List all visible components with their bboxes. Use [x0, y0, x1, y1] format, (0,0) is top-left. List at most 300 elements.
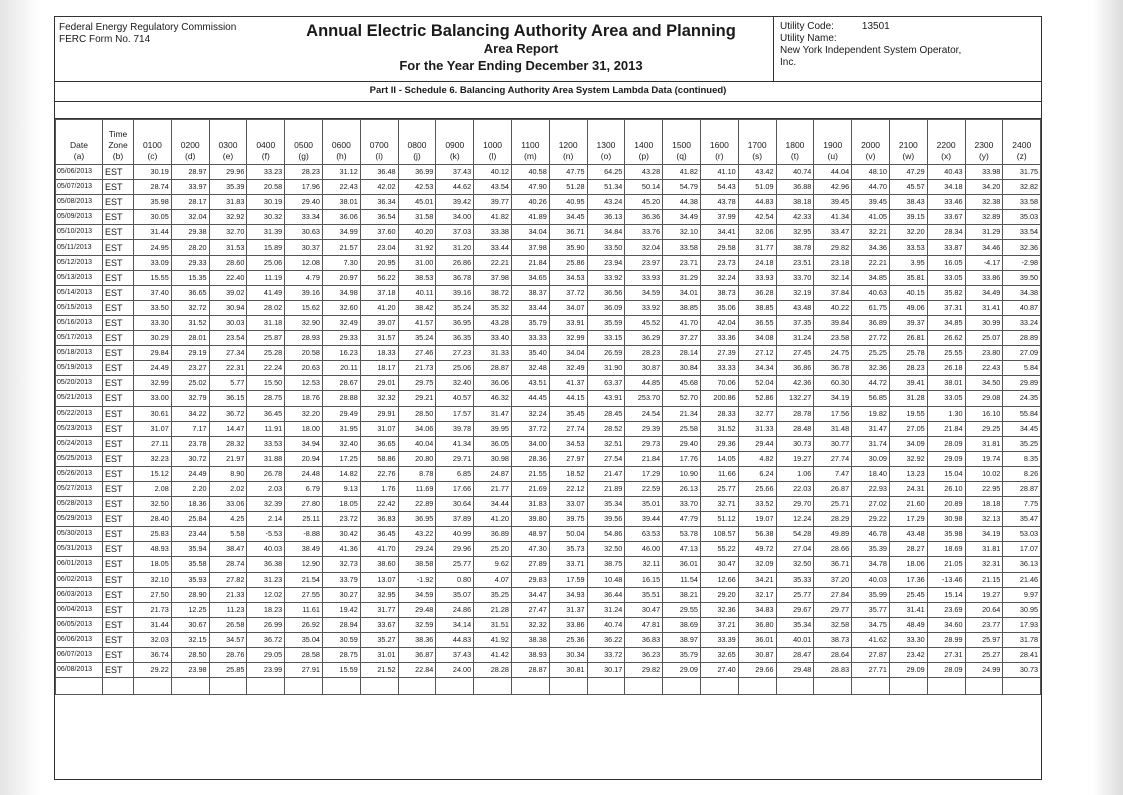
lambda-cell: 35.39: [209, 180, 247, 195]
lambda-cell: 25.87: [247, 331, 285, 346]
lambda-cell: 35.73: [549, 542, 587, 557]
empty-cell: [549, 678, 587, 695]
lambda-cell: 35.77: [852, 602, 890, 617]
lambda-cell: 36.78: [436, 270, 474, 285]
lambda-cell: 0.80: [436, 572, 474, 587]
timezone-cell: EST: [103, 406, 134, 421]
lambda-cell: 38.37: [511, 285, 549, 300]
lambda-cell: 28.36: [511, 451, 549, 466]
column-letter: (f): [261, 151, 270, 161]
lambda-cell: 21.84: [511, 255, 549, 270]
lambda-cell: 18.40: [852, 466, 890, 481]
lambda-cell: 34.04: [549, 346, 587, 361]
lambda-cell: 50.04: [549, 527, 587, 542]
lambda-cell: 26.78: [247, 466, 285, 481]
lambda-cell: 6.85: [436, 466, 474, 481]
lambda-cell: 21.34: [663, 406, 701, 421]
lambda-cell: 37.72: [549, 285, 587, 300]
lambda-cell: 36.54: [360, 210, 398, 225]
lambda-cell: 30.73: [776, 436, 814, 451]
lambda-cell: 41.92: [474, 632, 512, 647]
date-cell: 05/25/2013: [56, 451, 103, 466]
lambda-cell: 33.93: [738, 270, 776, 285]
lambda-cell: 26.92: [285, 617, 323, 632]
table-row: [56, 346, 1041, 361]
lambda-cell: 20.63: [285, 361, 323, 376]
lambda-cell: 21.73: [398, 361, 436, 376]
lambda-cell: 38.58: [398, 557, 436, 572]
empty-cell: [398, 678, 436, 695]
lambda-cell: 29.40: [663, 436, 701, 451]
lambda-cell: 35.03: [1003, 210, 1041, 225]
empty-cell: [927, 678, 965, 695]
report-title-line2: Area Report: [483, 41, 559, 56]
lambda-cell: 22.31: [209, 361, 247, 376]
column-header-10: [436, 120, 474, 165]
lambda-cell: 27.47: [511, 602, 549, 617]
lambda-cell: 32.65: [700, 648, 738, 663]
lambda-cell: 34.84: [587, 225, 625, 240]
lambda-cell: 37.43: [436, 648, 474, 663]
lambda-cell: 56.85: [852, 391, 890, 406]
lambda-cell: 9.62: [474, 557, 512, 572]
table-row: [56, 466, 1041, 481]
lambda-cell: 38.72: [474, 285, 512, 300]
lambda-cell: 36.22: [587, 632, 625, 647]
lambda-cell: 38.01: [322, 195, 360, 210]
lambda-cell: 24.87: [474, 466, 512, 481]
lambda-cell: 35.25: [474, 587, 512, 602]
column-letter: (e): [222, 151, 234, 161]
column-header-14: [587, 120, 625, 165]
timezone-cell: EST: [103, 270, 134, 285]
lambda-cell: 35.79: [663, 648, 701, 663]
lambda-cell: 34.44: [474, 497, 512, 512]
table-row: [56, 406, 1041, 421]
lambda-cell: 56.22: [360, 270, 398, 285]
lambda-cell: 44.83: [738, 195, 776, 210]
lambda-cell: 23.77: [965, 617, 1003, 632]
lambda-cell: 36.15: [209, 391, 247, 406]
lambda-cell: 25.77: [700, 481, 738, 496]
lambda-cell: 29.84: [134, 346, 172, 361]
lambda-cell: 34.19: [965, 527, 1003, 542]
lambda-cell: 52.86: [738, 391, 776, 406]
lambda-cell: 15.55: [134, 270, 172, 285]
table-row: [56, 527, 1041, 542]
lambda-cell: 21.15: [965, 572, 1003, 587]
lambda-cell: 35.51: [625, 587, 663, 602]
lambda-cell: 36.01: [738, 632, 776, 647]
lambda-cell: 37.40: [134, 285, 172, 300]
lambda-cell: 26.87: [814, 481, 852, 496]
empty-cell: [889, 678, 927, 695]
lambda-cell: 25.06: [247, 255, 285, 270]
lambda-cell: 28.14: [663, 346, 701, 361]
lambda-cell: 8.26: [1003, 466, 1041, 481]
lambda-cell: 47.79: [663, 512, 701, 527]
lambda-cell: 27.82: [209, 572, 247, 587]
table-row: [56, 361, 1041, 376]
column-label: 2100: [898, 140, 918, 150]
lambda-cell: 22.42: [360, 497, 398, 512]
lambda-cell: 28.87: [1003, 481, 1041, 496]
column-header-4: [209, 120, 247, 165]
lambda-cell: 10.02: [965, 466, 1003, 481]
lambda-cell: 17.56: [814, 406, 852, 421]
lambda-cell: 39.37: [889, 315, 927, 330]
timezone-cell: EST: [103, 602, 134, 617]
lambda-cell: 55.22: [700, 542, 738, 557]
utility-code: 13501: [861, 21, 890, 32]
lambda-cell: 35.34: [587, 497, 625, 512]
empty-cell: [474, 678, 512, 695]
lambda-cell: 40.15: [889, 285, 927, 300]
lambda-cell: 31.47: [852, 421, 890, 436]
lambda-cell: 47.81: [625, 617, 663, 632]
lambda-cell: 25.77: [776, 587, 814, 602]
lambda-cell: 27.04: [776, 542, 814, 557]
lambda-cell: 32.92: [209, 210, 247, 225]
empty-cell: [511, 678, 549, 695]
lambda-cell: 39.02: [209, 285, 247, 300]
column-label: 1500: [672, 140, 692, 150]
lambda-cell: 34.19: [814, 391, 852, 406]
lambda-cell: 34.21: [738, 572, 776, 587]
lambda-cell: 38.38: [511, 632, 549, 647]
date-cell: 05/26/2013: [56, 466, 103, 481]
lambda-cell: 39.95: [474, 421, 512, 436]
lambda-cell: 38.21: [663, 587, 701, 602]
lambda-cell: 34.93: [549, 587, 587, 602]
column-header-0: [56, 120, 103, 165]
lambda-cell: 36.06: [474, 376, 512, 391]
timezone-cell: EST: [103, 195, 134, 210]
lambda-cell: 28.74: [209, 557, 247, 572]
timezone-cell: EST: [103, 346, 134, 361]
lambda-cell: 5.58: [209, 527, 247, 542]
table-row: [56, 255, 1041, 270]
lambda-cell: 10.90: [663, 466, 701, 481]
timezone-cell: EST: [103, 648, 134, 663]
lambda-cell: 25.71: [814, 497, 852, 512]
lambda-cell: 34.57: [209, 632, 247, 647]
column-letter: (w): [902, 151, 915, 161]
timezone-cell: EST: [103, 542, 134, 557]
column-letter: (x): [941, 151, 952, 161]
lambda-cell: 42.96: [814, 180, 852, 195]
timezone-cell: EST: [103, 497, 134, 512]
lambda-cell: 25.85: [209, 663, 247, 678]
lambda-cell: 31.44: [134, 225, 172, 240]
lambda-cell: 41.37: [549, 376, 587, 391]
lambda-cell: 32.79: [171, 391, 209, 406]
lambda-cell: 28.67: [322, 376, 360, 391]
lambda-cell: 43.24: [587, 195, 625, 210]
lambda-cell: 29.24: [398, 542, 436, 557]
lambda-cell: 29.09: [927, 451, 965, 466]
lambda-cell: 50.14: [625, 180, 663, 195]
lambda-cell: 34.50: [965, 376, 1003, 391]
lambda-cell: 34.00: [436, 210, 474, 225]
lambda-cell: 32.99: [549, 331, 587, 346]
lambda-cell: 29.96: [436, 542, 474, 557]
lambda-cell: 21.69: [511, 481, 549, 496]
lambda-cell: 34.60: [927, 617, 965, 632]
lambda-cell: 31.33: [738, 421, 776, 436]
lambda-cell: 18.05: [134, 557, 172, 572]
form-header: [55, 17, 1041, 82]
column-header-24: [965, 120, 1003, 165]
form-number: FERC Form No. 714: [59, 34, 151, 45]
lambda-cell: 36.83: [360, 512, 398, 527]
lambda-cell: 33.00: [134, 391, 172, 406]
lambda-cell: 20.64: [965, 602, 1003, 617]
empty-cell: [814, 678, 852, 695]
date-cell: 06/06/2013: [56, 632, 103, 647]
date-cell: 06/04/2013: [56, 602, 103, 617]
lambda-cell: 29.38: [171, 225, 209, 240]
column-label: 0600: [331, 140, 351, 150]
lambda-cell: 31.00: [398, 255, 436, 270]
lambda-cell: 33.70: [663, 497, 701, 512]
lambda-cell: 40.04: [398, 436, 436, 451]
lambda-cell: 30.09: [852, 451, 890, 466]
lambda-cell: 30.42: [322, 527, 360, 542]
lambda-cell: 30.19: [134, 165, 172, 180]
lambda-cell: 38.73: [814, 632, 852, 647]
lambda-cell: 24.86: [436, 602, 474, 617]
date-cell: 05/19/2013: [56, 361, 103, 376]
lambda-cell: 38.78: [776, 240, 814, 255]
lambda-cell: 24.48: [285, 466, 323, 481]
lambda-cell: 31.90: [587, 361, 625, 376]
lambda-cell: 27.71: [852, 663, 890, 678]
lambda-cell: 29.22: [134, 663, 172, 678]
lambda-cell: 23.98: [171, 663, 209, 678]
table-row: [56, 497, 1041, 512]
column-letter: (g): [298, 151, 309, 161]
lambda-cell: 44.70: [852, 180, 890, 195]
lambda-cell: 28.29: [814, 512, 852, 527]
lambda-cell: 26.59: [587, 346, 625, 361]
lambda-cell: 34.06: [398, 421, 436, 436]
lambda-cell: 15.50: [247, 376, 285, 391]
lambda-cell: 28.78: [776, 406, 814, 421]
lambda-cell: 33.44: [474, 240, 512, 255]
lambda-cell: 20.58: [285, 346, 323, 361]
lambda-cell: 36.45: [247, 406, 285, 421]
timezone-cell: EST: [103, 240, 134, 255]
column-label: 1400: [634, 140, 654, 150]
table-row: [56, 587, 1041, 602]
lambda-cell: 27.02: [852, 497, 890, 512]
lambda-cell: 30.87: [625, 361, 663, 376]
date-cell: 05/14/2013: [56, 285, 103, 300]
lambda-cell: 47.90: [511, 180, 549, 195]
lambda-cell: 36.87: [398, 648, 436, 663]
lambda-cell: 30.27: [322, 587, 360, 602]
lambda-cell: 35.94: [171, 542, 209, 557]
empty-cell: [360, 678, 398, 695]
table-row: [56, 572, 1041, 587]
date-cell: 05/24/2013: [56, 436, 103, 451]
lambda-cell: 38.69: [663, 617, 701, 632]
timezone-cell: EST: [103, 315, 134, 330]
lambda-cell: 29.33: [322, 331, 360, 346]
lambda-cell: 41.70: [663, 315, 701, 330]
lambda-cell: 36.86: [776, 361, 814, 376]
lambda-cell: 33.54: [1003, 225, 1041, 240]
lambda-cell: 27.45: [776, 346, 814, 361]
lambda-cell: 33.07: [549, 497, 587, 512]
lambda-cell: 12.08: [285, 255, 323, 270]
lambda-cell: 38.75: [587, 557, 625, 572]
date-cell: 05/30/2013: [56, 527, 103, 542]
timezone-cell: EST: [103, 285, 134, 300]
lambda-cell: 32.90: [285, 315, 323, 330]
lambda-cell: 33.34: [285, 210, 323, 225]
lambda-cell: 30.19: [247, 195, 285, 210]
lambda-cell: 12.53: [285, 376, 323, 391]
lambda-cell: 2.02: [209, 481, 247, 496]
lambda-cell: 51.28: [549, 180, 587, 195]
lambda-cell: 21.28: [474, 602, 512, 617]
lambda-cell: 33.06: [209, 497, 247, 512]
empty-cell: [322, 678, 360, 695]
lambda-cell: 41.70: [360, 542, 398, 557]
timezone-cell: EST: [103, 331, 134, 346]
lambda-cell: 33.40: [474, 331, 512, 346]
lambda-cell: 53.03: [1003, 527, 1041, 542]
lambda-cell: 33.15: [587, 331, 625, 346]
lambda-cell: 7.17: [171, 421, 209, 436]
lambda-cell: 28.45: [587, 406, 625, 421]
lambda-cell: 25.55: [927, 346, 965, 361]
lambda-cell: 23.51: [776, 255, 814, 270]
lambda-cell: 29.83: [511, 572, 549, 587]
lambda-cell: 39.77: [474, 195, 512, 210]
report-title-block: [255, 21, 787, 75]
lambda-cell: 34.98: [322, 285, 360, 300]
lambda-cell: 22.59: [625, 481, 663, 496]
timezone-cell: EST: [103, 663, 134, 678]
lambda-cell: 27.09: [1003, 346, 1041, 361]
lambda-cell: 33.91: [549, 315, 587, 330]
lambda-cell: 29.21: [398, 391, 436, 406]
lambda-cell: 29.01: [360, 376, 398, 391]
lambda-cell: 27.12: [738, 346, 776, 361]
lambda-cell: 18.05: [322, 497, 360, 512]
column-header-18: [738, 120, 776, 165]
lambda-cell: 33.86: [549, 617, 587, 632]
date-cell: 05/09/2013: [56, 210, 103, 225]
lambda-cell: 43.28: [474, 315, 512, 330]
scan-shadow-left: [0, 0, 40, 795]
lambda-cell: 33.39: [700, 632, 738, 647]
lambda-cell: 4.82: [738, 451, 776, 466]
lambda-cell: 29.40: [285, 195, 323, 210]
lambda-cell: 15.89: [247, 240, 285, 255]
lambda-cell: 17.36: [889, 572, 927, 587]
lambda-cell: 41.89: [511, 210, 549, 225]
lambda-cell: 20.80: [398, 451, 436, 466]
lambda-cell: 23.72: [322, 512, 360, 527]
lambda-cell: 7.47: [814, 466, 852, 481]
lambda-cell: 10.48: [587, 572, 625, 587]
lambda-cell: 5.84: [1003, 361, 1041, 376]
lambda-cell: 39.50: [1003, 270, 1041, 285]
lambda-cell: 34.18: [927, 180, 965, 195]
lambda-cell: 33.58: [1003, 195, 1041, 210]
lambda-cell: 35.33: [776, 572, 814, 587]
lambda-cell: 58.86: [360, 451, 398, 466]
lambda-cell: 38.85: [663, 300, 701, 315]
lambda-cell: 22.84: [398, 663, 436, 678]
lambda-cell: 27.34: [209, 346, 247, 361]
lambda-cell: 33.50: [587, 240, 625, 255]
lambda-cell: 29.08: [965, 391, 1003, 406]
lambda-cell: 38.93: [511, 648, 549, 663]
lambda-cell: 24.95: [134, 240, 172, 255]
lambda-cell: 17.57: [436, 406, 474, 421]
lambda-cell: 36.45: [360, 527, 398, 542]
lambda-cell: 17.29: [625, 466, 663, 481]
timezone-cell: EST: [103, 436, 134, 451]
date-cell: 06/02/2013: [56, 572, 103, 587]
lambda-cell: 37.99: [700, 210, 738, 225]
lambda-cell: 30.67: [171, 617, 209, 632]
table-row: [56, 331, 1041, 346]
lambda-cell: 40.74: [587, 617, 625, 632]
lambda-cell: 21.84: [625, 451, 663, 466]
column-header-13: [549, 120, 587, 165]
column-label: 2000: [861, 140, 880, 150]
column-letter: (z): [1016, 151, 1027, 161]
lambda-cell: 108.57: [700, 527, 738, 542]
column-header-22: [889, 120, 927, 165]
empty-cell: [663, 678, 701, 695]
column-letter: (y): [978, 151, 989, 161]
report-title: Annual Electric Balancing Authority Area and Planning: [306, 22, 736, 40]
column-label: Time Zone: [108, 129, 128, 150]
date-cell: 06/03/2013: [56, 587, 103, 602]
ferc-form-page: [54, 16, 1042, 780]
lambda-cell: 33.38: [474, 225, 512, 240]
table-row: [56, 421, 1041, 436]
lambda-cell: 23.94: [587, 255, 625, 270]
lambda-table: [55, 119, 1041, 695]
lambda-cell: 21.46: [1003, 572, 1041, 587]
table-row: [56, 376, 1041, 391]
lambda-cell: 22.76: [360, 466, 398, 481]
date-cell: 05/21/2013: [56, 391, 103, 406]
lambda-cell: 36.09: [587, 300, 625, 315]
lambda-cell: 29.22: [852, 512, 890, 527]
lambda-cell: 36.71: [549, 225, 587, 240]
lambda-cell: 29.36: [700, 436, 738, 451]
lambda-cell: 27.80: [285, 497, 323, 512]
lambda-cell: 32.92: [889, 451, 927, 466]
lambda-cell: 28.23: [285, 165, 323, 180]
timezone-cell: EST: [103, 527, 134, 542]
lambda-cell: 33.53: [889, 240, 927, 255]
lambda-cell: 28.64: [814, 648, 852, 663]
lambda-cell: 31.57: [360, 331, 398, 346]
lambda-cell: 29.55: [663, 602, 701, 617]
lambda-cell: 33.87: [927, 240, 965, 255]
lambda-cell: 38.47: [209, 542, 247, 557]
